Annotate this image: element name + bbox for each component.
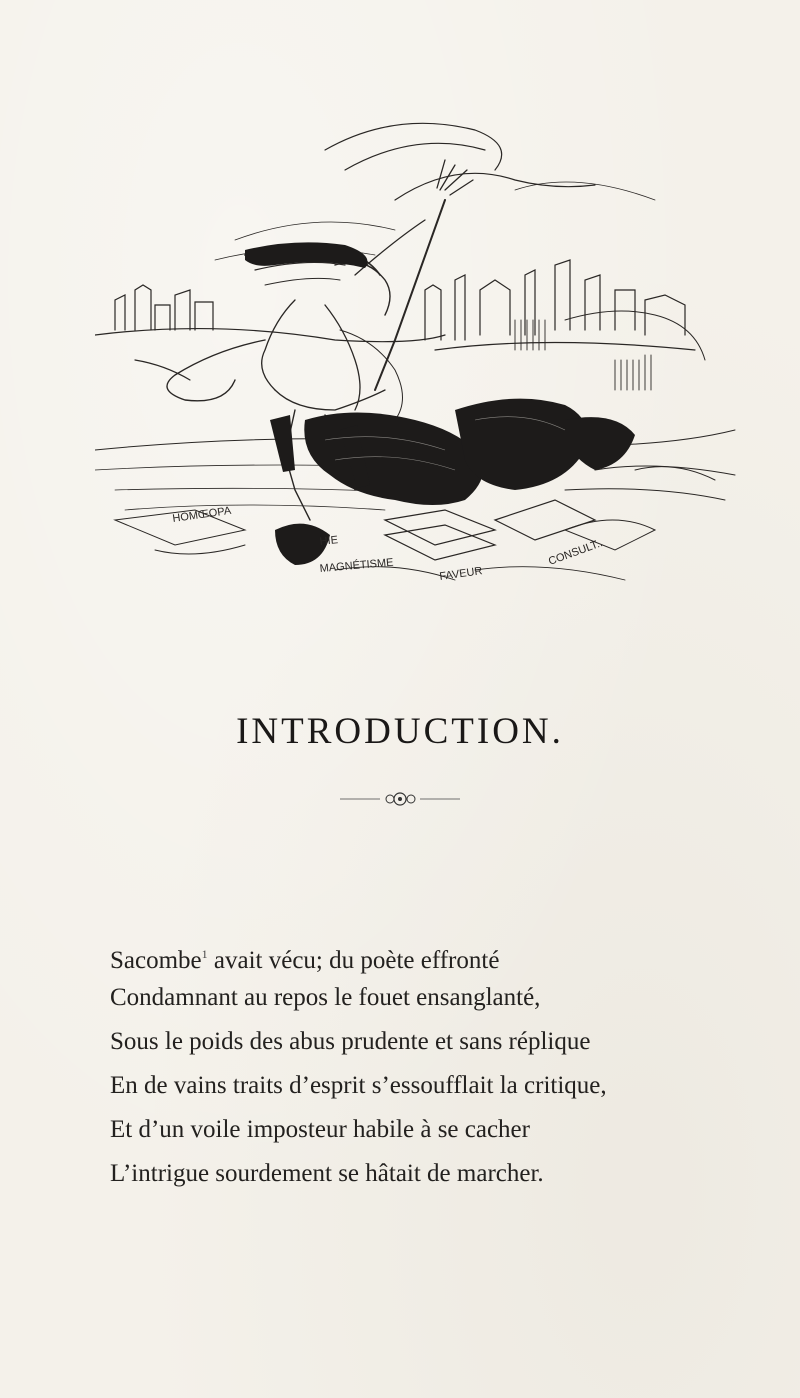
engraving-illustration xyxy=(95,90,745,635)
label-faveur: FAVEUR xyxy=(438,565,484,583)
verse-line: L’intrigue sourdement se hâtait de marcher. xyxy=(110,1160,544,1187)
witch-flying-over-city-drawing xyxy=(95,90,745,635)
label-hie: HIE xyxy=(319,534,339,548)
verse-line: Et d’un voile imposteur habile à se cacher xyxy=(110,1116,530,1143)
label-magnetisme: MAGNÉTISME xyxy=(319,556,394,575)
ornament-divider-icon xyxy=(340,786,460,812)
footnote-marker[interactable]: 1 xyxy=(201,947,208,961)
label-consult: CONSULT.. xyxy=(546,537,605,568)
verse-block xyxy=(110,932,730,1196)
verse-line xyxy=(110,932,730,976)
verse-line: Sous le poids des abus prudente et sans réplique xyxy=(110,1028,591,1055)
chapter-heading: INTRODUCTION. xyxy=(236,711,564,752)
verse-text: avait vécu; du poète effronté xyxy=(207,947,500,974)
verse-line: En de vains traits d’esprit s’essoufflait la critique, xyxy=(110,1072,607,1099)
label-homoeopathie: HOMŒOPA xyxy=(171,504,232,525)
verse-line: Condamnant au repos le fouet ensanglanté, xyxy=(110,984,541,1011)
verse-text: Sacombe xyxy=(110,947,202,974)
